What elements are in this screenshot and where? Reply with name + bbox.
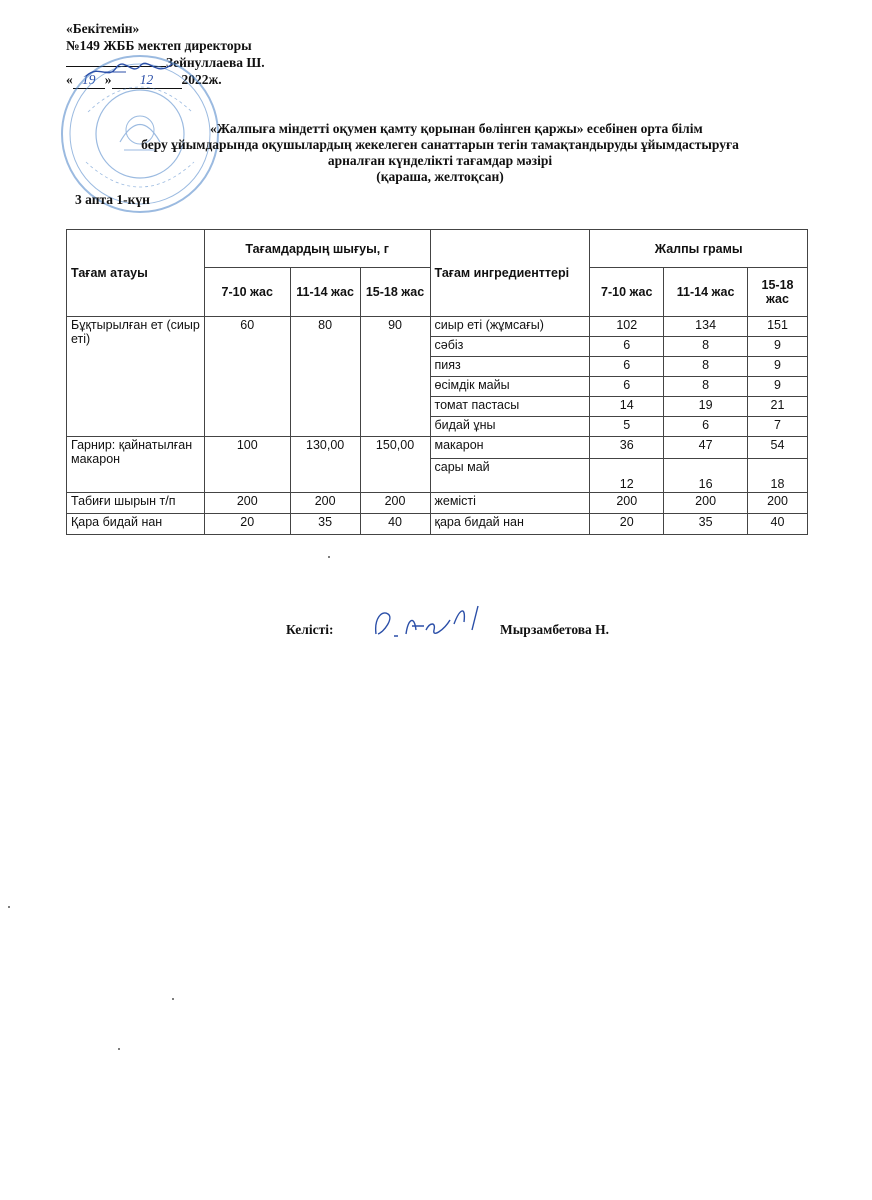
- table-row: [67, 514, 808, 535]
- approval-month: 12: [112, 71, 182, 89]
- dish-name: Бұқтырылған ет (сиыр еті): [67, 317, 205, 437]
- header-total-age-15-18: 15-18 жас: [748, 268, 808, 317]
- header-output-age-7-10: 7-10 жас: [204, 268, 290, 317]
- table-row: [67, 437, 808, 459]
- approval-day: 19: [73, 71, 105, 89]
- document-title: [60, 121, 820, 185]
- ingredient-grams-15-18: 18: [748, 459, 808, 493]
- ingredient-grams-7-10: 6: [590, 337, 664, 357]
- scan-speck: [8, 906, 10, 908]
- ingredient-grams-11-14: 16: [664, 459, 748, 493]
- title-line-1: «Жалпыға міндетті оқумен қамту қорынан бөлінген қаржы» есебінен орта білім: [210, 121, 703, 136]
- dish-output-11-14: 35: [290, 514, 360, 535]
- ingredient-grams-11-14: 134: [664, 317, 748, 337]
- title-line-2: беру ұйымдарында оқушылардың жекелеген санаттарын тегін тамақтандыруды ұйымдастыруға: [141, 137, 739, 152]
- ingredient-grams-7-10: 14: [590, 397, 664, 417]
- ingredient-grams-11-14: 47: [664, 437, 748, 459]
- ingredient-grams-11-14: 8: [664, 337, 748, 357]
- ingredient-grams-7-10: 6: [590, 357, 664, 377]
- header-total: Жалпы грамы: [590, 230, 808, 268]
- dish-output-15-18: 200: [360, 493, 430, 514]
- header-output-age-15-18: 15-18 жас: [360, 268, 430, 317]
- dish-output-11-14: 80: [290, 317, 360, 437]
- ingredient-name: сары май: [430, 459, 590, 493]
- title-line-4: (қараша, желтоқсан): [376, 169, 504, 184]
- header-total-age-11-14: 11-14 жас: [664, 268, 748, 317]
- ingredient-grams-15-18: 40: [748, 514, 808, 535]
- ingredient-grams-15-18: 9: [748, 377, 808, 397]
- ingredient-name: бидай ұны: [430, 417, 590, 437]
- ingredient-grams-15-18: 21: [748, 397, 808, 417]
- menu-table: [66, 229, 808, 535]
- dish-output-11-14: 200: [290, 493, 360, 514]
- dish-output-7-10: 20: [204, 514, 290, 535]
- scan-speck: [172, 998, 174, 1000]
- week-day-label: 3 апта 1-күн: [75, 192, 150, 207]
- dish-output-15-18: 90: [360, 317, 430, 437]
- agreed-signature: [368, 600, 483, 648]
- ingredient-grams-15-18: 9: [748, 357, 808, 377]
- ingredient-grams-7-10: 12: [590, 459, 664, 493]
- ingredient-grams-7-10: 6: [590, 377, 664, 397]
- ingredient-grams-15-18: 200: [748, 493, 808, 514]
- dish-name: Гарнир: қайнатылған макарон: [67, 437, 205, 493]
- dish-name: Қара бидай нан: [67, 514, 205, 535]
- approval-heading: «Бекітемін»: [66, 21, 140, 36]
- scan-speck: [328, 556, 330, 558]
- ingredient-grams-7-10: 102: [590, 317, 664, 337]
- header-ingredients: Тағам ингредиенттері: [430, 230, 590, 317]
- table-row: [67, 493, 808, 514]
- ingredient-grams-7-10: 36: [590, 437, 664, 459]
- header-total-age-7-10: 7-10 жас: [590, 268, 664, 317]
- title-line-3: арналған күнделікті тағамдар мәзірі: [327, 153, 553, 168]
- approval-position: №149 ЖББ мектеп директоры: [66, 38, 252, 53]
- ingredient-name: сиыр еті (жұмсағы): [430, 317, 590, 337]
- agreed-label: Келісті:: [286, 622, 334, 637]
- header-dish: Тағам атауы: [67, 230, 205, 317]
- ingredient-name: макарон: [430, 437, 590, 459]
- ingredient-grams-15-18: 9: [748, 337, 808, 357]
- ingredient-grams-11-14: 35: [664, 514, 748, 535]
- ingredient-grams-7-10: 20: [590, 514, 664, 535]
- agreed-name: Мырзамбетова Н.: [500, 622, 610, 637]
- ingredient-grams-11-14: 19: [664, 397, 748, 417]
- ingredient-name: өсімдік майы: [430, 377, 590, 397]
- ingredient-grams-15-18: 151: [748, 317, 808, 337]
- ingredient-grams-11-14: 8: [664, 377, 748, 397]
- ingredient-name: сәбіз: [430, 337, 590, 357]
- header-output: Тағамдардың шығуы, г: [204, 230, 430, 268]
- ingredient-grams-7-10: 200: [590, 493, 664, 514]
- ingredient-grams-11-14: 8: [664, 357, 748, 377]
- approval-year: 2022ж.: [181, 72, 222, 87]
- approval-signer-name: Зейнуллаева Ш.: [166, 55, 265, 70]
- header-output-age-11-14: 11-14 жас: [290, 268, 360, 317]
- ingredient-name: пияз: [430, 357, 590, 377]
- ingredient-grams-15-18: 54: [748, 437, 808, 459]
- ingredient-grams-11-14: 6: [664, 417, 748, 437]
- menu-table-body: [67, 317, 808, 535]
- director-signature: [82, 58, 177, 84]
- dish-output-15-18: 40: [360, 514, 430, 535]
- ingredient-name: томат пастасы: [430, 397, 590, 417]
- dish-output-11-14: 130,00: [290, 437, 360, 493]
- dish-output-7-10: 100: [204, 437, 290, 493]
- ingredient-grams-7-10: 5: [590, 417, 664, 437]
- ingredient-grams-11-14: 200: [664, 493, 748, 514]
- scan-speck: [118, 1048, 120, 1050]
- dish-output-7-10: 200: [204, 493, 290, 514]
- table-row: [67, 317, 808, 337]
- dish-output-15-18: 150,00: [360, 437, 430, 493]
- approval-date: « 19 » 12 2022ж.: [66, 72, 222, 87]
- ingredient-grams-15-18: 7: [748, 417, 808, 437]
- ingredient-name: қара бидай нан: [430, 514, 590, 535]
- dish-output-7-10: 60: [204, 317, 290, 437]
- dish-name: Табиғи шырын т/п: [67, 493, 205, 514]
- ingredient-name: жемісті: [430, 493, 590, 514]
